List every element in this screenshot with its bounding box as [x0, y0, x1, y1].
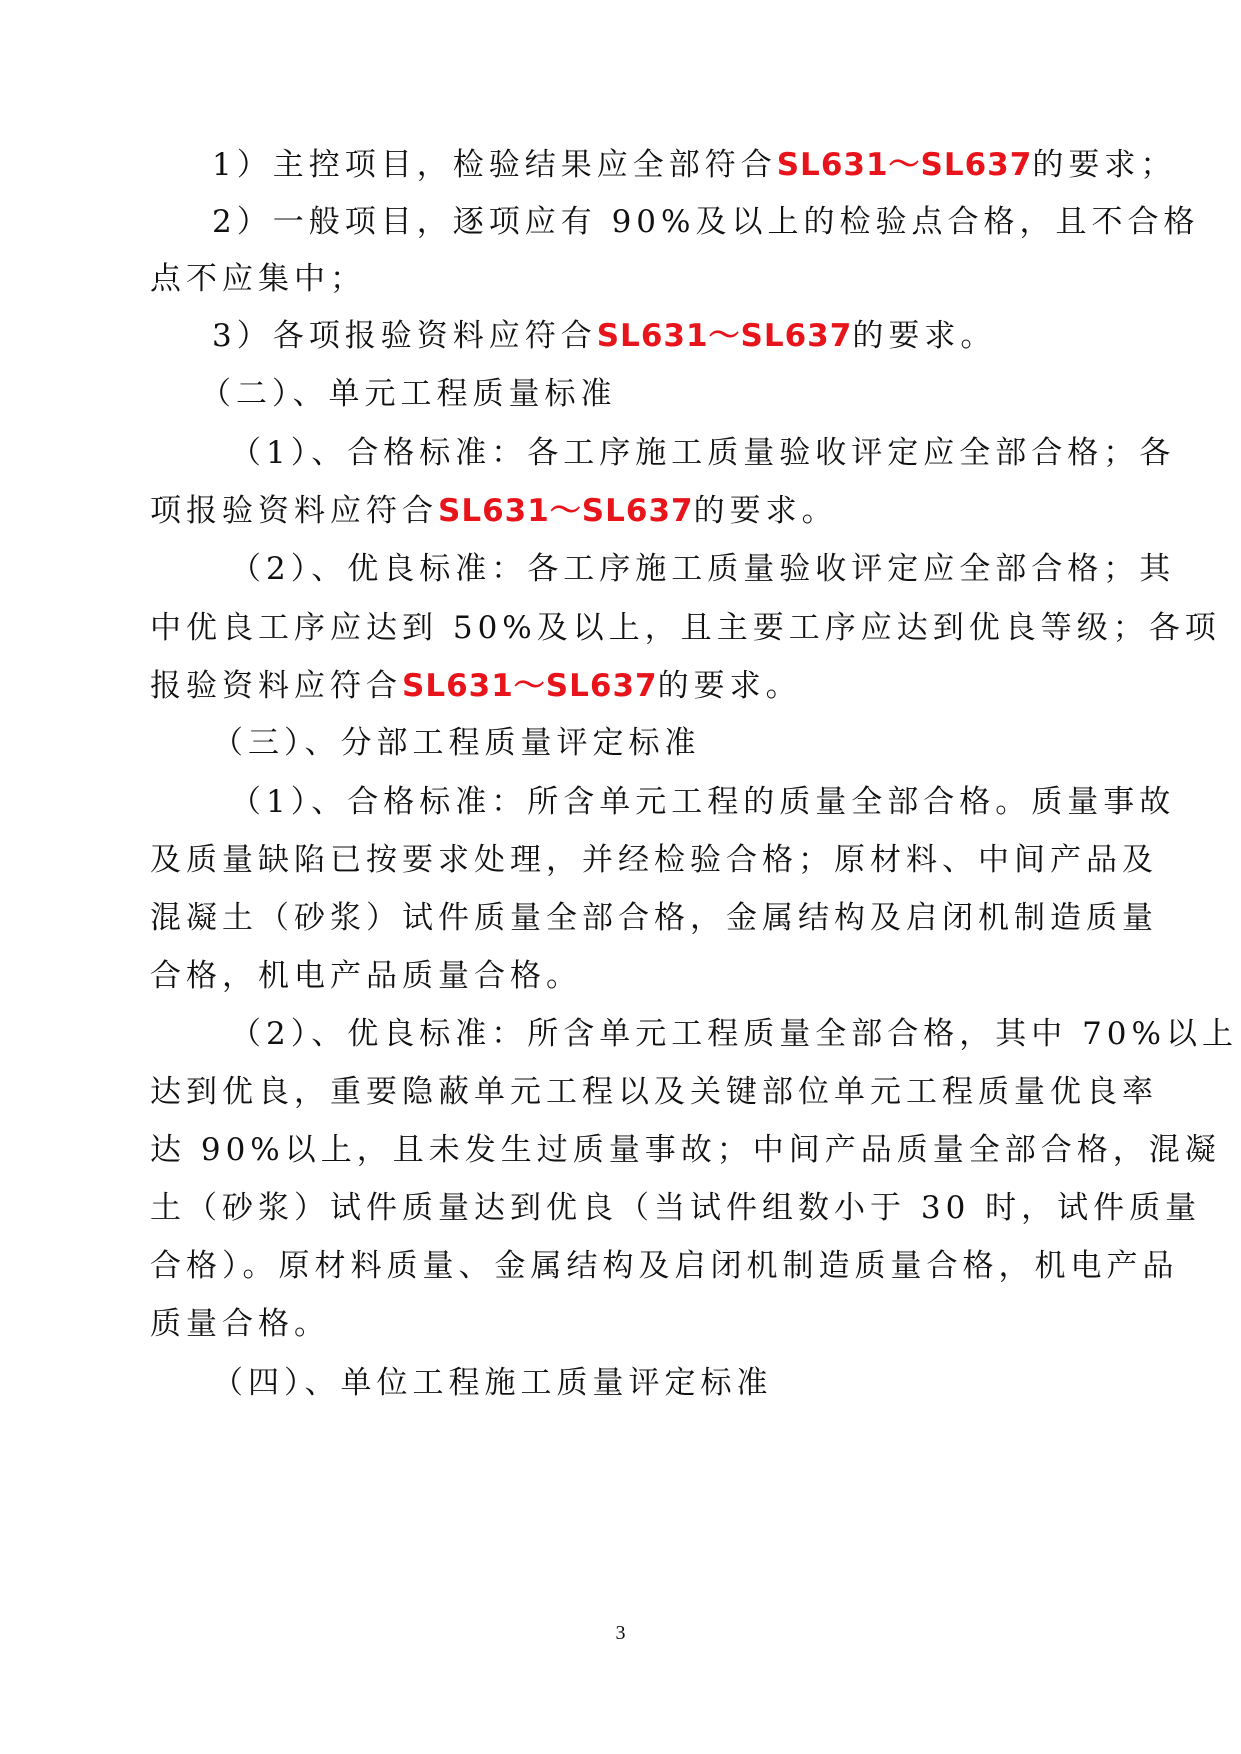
section-heading: （四）、单位工程施工质量评定标准 — [212, 1365, 773, 1401]
text-line: 点不应集中； — [150, 261, 366, 297]
text-line: 及质量缺陷已按要求处理，并经检验合格；原材料、中间产品及 — [150, 842, 1158, 878]
section-heading: （二）、单元工程质量标准 — [200, 376, 617, 412]
section-heading: （三）、分部工程质量评定标准 — [212, 725, 701, 761]
text-line: 2）一般项目，逐项应有 90%及以上的检验点合格，且不合格 — [212, 204, 1200, 240]
text-line: 项报验资料应符合SL631～SL637的要求。 — [150, 493, 838, 529]
text-line: 合格）。原材料质量、金属结构及启闭机制造质量合格，机电产品 — [150, 1248, 1179, 1284]
page-number: 3 — [615, 1622, 626, 1644]
text-line: 质量合格。 — [150, 1306, 330, 1342]
text-line: 达 90%以上，且未发生过质量事故；中间产品质量全部合格，混凝 — [150, 1132, 1221, 1168]
text-line: 中优良工序应达到 50%及以上，且主要工序应达到优良等级；各项 — [150, 610, 1221, 646]
text-line: （2）、优良标准：所含单元工程质量全部合格，其中 70%以上 — [230, 1016, 1238, 1052]
text-line: 合格，机电产品质量合格。 — [150, 958, 582, 994]
text-line: 报验资料应符合SL631～SL637的要求。 — [150, 668, 802, 704]
text-line: （1）、合格标准：各工序施工质量验收评定应全部合格；各 — [230, 435, 1176, 471]
text-line: 达到优良，重要隐蔽单元工程以及关键部位单元工程质量优良率 — [150, 1074, 1158, 1110]
text-line: 土（砂浆）试件质量达到优良（当试件组数小于 30 时，试件质量 — [150, 1190, 1202, 1226]
text-line: 3）各项报验资料应符合SL631～SL637的要求。 — [212, 318, 997, 354]
text-line: （2）、优良标准：各工序施工质量验收评定应全部合格；其 — [230, 551, 1176, 587]
text-line: 1）主控项目，检验结果应全部符合SL631～SL637的要求； — [212, 147, 1177, 183]
text-line: 混凝土（砂浆）试件质量全部合格，金属结构及启闭机制造质量 — [150, 900, 1158, 936]
text-line: （1）、合格标准：所含单元工程的质量全部合格。质量事故 — [230, 784, 1176, 820]
